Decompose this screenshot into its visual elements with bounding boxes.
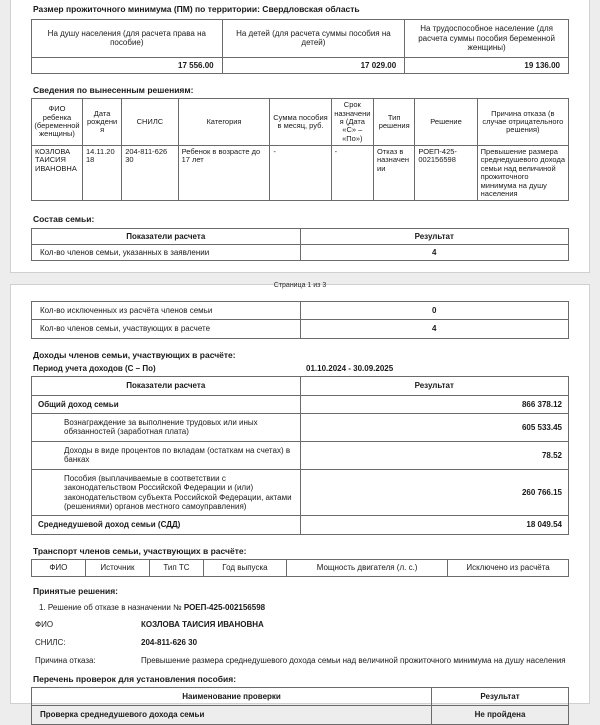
pm-values-row (32, 57, 569, 73)
decisions-h-term: Срок назначения (Дата «С» – «По») (331, 99, 373, 146)
income-period-label: Период учета доходов (С – По) (33, 364, 156, 374)
pm-col-working: На трудоспособное население (для расчета суммы пособия беременной женщины) (405, 20, 569, 57)
decisions-header-row (32, 99, 569, 146)
page-number: Страница 1 из 3 (273, 282, 327, 290)
family-cont-row-participating (32, 320, 569, 338)
decisions-cell-fio: КОЗЛОВА ТАИСИЯ ИВАНОВНА (32, 146, 83, 201)
pm-header-row (32, 20, 569, 57)
pm-value-children: 17 029.00 (222, 57, 405, 73)
decision-item-prefix: 1. Решение об отказе в назначении № (39, 602, 184, 612)
family-cont-value-participating: 4 (300, 320, 569, 338)
family-cont-row-excluded (32, 302, 569, 320)
decision-reason-value: Превышение размера среднедушевого дохода семьи над величиной прожиточного минимума на душу населения (141, 655, 566, 665)
family-header-row (32, 228, 569, 244)
family-h-indicator: Показатели расчета (32, 228, 301, 244)
transport-section-title: Транспорт членов семьи, участвующих в расчёте: (33, 545, 247, 556)
decisions-section-title: Сведения по вынесенным решениям: (33, 84, 194, 95)
income-row-interest (32, 441, 569, 469)
family-row-value: 4 (300, 245, 569, 261)
income-value-total: 866 378.12 (300, 395, 569, 413)
income-h-indicator: Показатели расчета (32, 377, 301, 395)
decisions-h-fio: ФИО ребенка (беременной женщины) (32, 99, 83, 146)
decisions-h-decision: Решение (415, 99, 477, 146)
family-h-result: Результат (300, 228, 569, 244)
decisions-cell-reason: Превышение размера среднедушевого дохода семьи над величиной прожиточного минимума на душу населения (477, 146, 568, 201)
decisions-cell-birthdate: 14.11.2018 (83, 146, 122, 201)
income-h-result: Результат (300, 377, 569, 395)
family-continued-table (31, 301, 569, 339)
decision-snils-row (35, 638, 569, 648)
income-header-row (32, 377, 569, 395)
checks-header-row (32, 687, 569, 705)
income-value-benefits: 260 766.15 (300, 469, 569, 516)
decisions-h-sum: Сумма пособия в месяц, руб. (270, 99, 331, 146)
decisions-h-category: Категория (178, 99, 270, 146)
transport-h-excluded: Исключено из расчёта (448, 560, 569, 576)
decision-item (39, 603, 569, 612)
decisions-cell-snils: 204-811-626 30 (122, 146, 178, 201)
decision-reason-label: Причина отказа: (35, 655, 96, 665)
income-row-total (32, 395, 569, 413)
transport-h-fio: ФИО (32, 560, 86, 576)
pm-col-children: На детей (для расчета суммы пособия на детей) (222, 20, 405, 57)
decisions-data-row (32, 146, 569, 201)
transport-h-type: Тип ТС (150, 560, 204, 576)
income-label-salary: Вознаграждение за выполнение трудовых или иных обязанностей (заработная плата) (32, 413, 301, 441)
checks-row-label: Проверка среднедушевого дохода семьи (32, 706, 432, 724)
income-value-salary: 605 533.45 (300, 413, 569, 441)
transport-header-row (32, 560, 569, 576)
transport-h-power: Мощность двигателя (л. с.) (287, 560, 448, 576)
checks-row-value: Не пройдена (432, 706, 569, 724)
family-section-title: Состав семьи: (33, 214, 95, 225)
transport-h-source: Источник (85, 560, 149, 576)
decisions-h-birthdate: Дата рождения (83, 99, 122, 146)
taken-decisions-title: Принятые решения: (33, 585, 119, 596)
decision-fio-row (35, 620, 569, 630)
transport-h-year: Год выпуска (203, 560, 286, 576)
decision-snils-label: СНИЛС: (35, 637, 66, 647)
income-period-line (33, 364, 569, 373)
checks-h-result: Результат (432, 687, 569, 705)
income-row-average (32, 516, 569, 534)
pm-value-working: 19 136.00 (405, 57, 569, 73)
income-label-average: Среднедушевой доход семьи (СДД) (32, 516, 301, 534)
income-section-title: Доходы членов семьи, участвующих в расчёте: (33, 349, 236, 360)
pm-table (31, 19, 569, 74)
decisions-cell-term: - (331, 146, 373, 201)
income-label-interest: Доходы в виде процентов по вкладам (остаткам на счетах) в банках (32, 441, 301, 469)
family-table (31, 228, 569, 262)
income-row-salary (32, 413, 569, 441)
decisions-cell-type: Отказ в назначении (374, 146, 415, 201)
family-data-row (32, 245, 569, 261)
document-page-2 (10, 284, 590, 720)
decisions-table (31, 98, 569, 201)
transport-table (31, 559, 569, 576)
decisions-cell-category: Ребенок в возрасте до 17 лет (178, 146, 270, 201)
income-label-benefits: Пособия (выплачиваемые в соответствии с законодательством Российской Федерации и (или) законодательством субъекта Российской Федерации, актами (решениями) органов местного самоуправления) (32, 469, 301, 516)
family-cont-value-excluded: 0 (300, 302, 569, 320)
pm-value-per-capita: 17 556.00 (32, 57, 223, 73)
pm-col-per-capita: На душу населения (для расчета права на пособие) (32, 20, 223, 57)
income-table (31, 376, 569, 535)
checks-table (31, 687, 569, 725)
checks-h-name: Наименование проверки (32, 687, 432, 705)
decision-fio-value: КОЗЛОВА ТАИСИЯ ИВАНОВНА (141, 619, 264, 629)
family-cont-label-participating: Кол-во членов семьи, участвующих в расчете (32, 320, 301, 338)
income-value-interest: 78.52 (300, 441, 569, 469)
checks-section-title: Перечень проверок для установления пособия: (33, 673, 237, 684)
income-period-value: 01.10.2024 - 30.09.2025 (306, 364, 394, 374)
family-row-label: Кол-во членов семьи, указанных в заявлении (32, 245, 301, 261)
income-value-average: 18 049.54 (300, 516, 569, 534)
decisions-h-snils: СНИЛС (122, 99, 178, 146)
checks-data-row (32, 706, 569, 724)
decisions-h-reason: Причина отказа (в случае отрицательного решения) (477, 99, 568, 146)
decisions-cell-decision: РОЕП-425-002156598 (415, 146, 477, 201)
decision-snils-value: 204-811-626 30 (141, 637, 198, 647)
document-page-1 (10, 0, 590, 290)
family-cont-label-excluded: Кол-во исключенных из расчёта членов семьи (32, 302, 301, 320)
decisions-h-type: Тип решения (374, 99, 415, 146)
decision-item-number: РОЕП-425-002156598 (183, 602, 266, 612)
income-label-total: Общий доход семьи (32, 395, 301, 413)
decision-fio-label: ФИО (35, 619, 54, 629)
income-row-benefits (32, 469, 569, 516)
pm-section-title: Размер прожиточного минимума (ПМ) по территории: Свердловская область (33, 4, 360, 14)
decisions-cell-sum: - (270, 146, 331, 201)
decision-reason-row (35, 656, 569, 666)
